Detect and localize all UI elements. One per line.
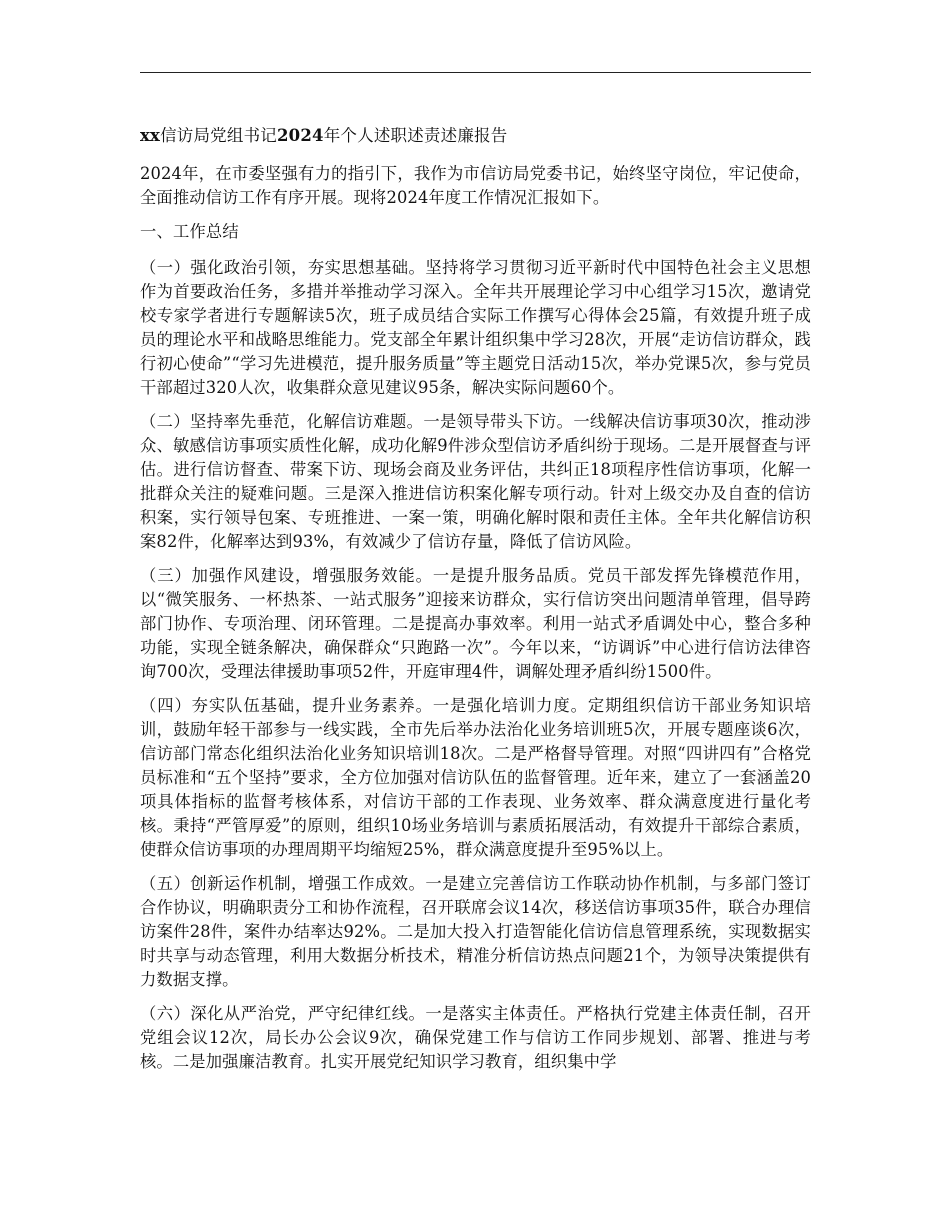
document-body bbox=[140, 124, 811, 1084]
intro-paragraph: 2024年，在市委坚强有力的指引下，我作为市信访局党委书记，始终坚守岗位，牢记使命，全面推动信访工作有序开展。现将2024年度工作情况汇报如下。 bbox=[140, 164, 811, 207]
paragraph-4: （四）夯实队伍基础，提升业务素养。一是强化培训力度。定期组织信访干部业务知识培训，鼓励年轻干部参与一线实践，全市先后举办法治化业务培训班5次，开展专题座谈6次，信访部门常态化组织法治化业务知识培训18次。二是严格督导管理。对照“四讲四有”合格党员标准和“五个坚持”要求，全方位加强对信访队伍的监督管理。近年来，建立了一套涵盖20项具体指标的监督考核体系，对信访干部的工作表现、业务效率、群众满意度进行量化考核。秉持“严管厚爱”的原则，组织10场业务培训与素质拓展活动，有效提升干部综合素质，使群众信访事项的办理周期平均缩短25%，群众满意度提升至95%以上。 bbox=[140, 696, 811, 859]
document-title bbox=[140, 124, 811, 148]
paragraph-2: （二）坚持率先垂范，化解信访难题。一是领导带头下访。一线解决信访事项30次，推动涉众、敏感信访事项实质性化解，成功化解9件涉众型信访矛盾纠纷于现场。二是开展督查与评估。进行信访督查、带案下访、现场会商及业务评估，共纠正18项程序性信访事项，化解一批群众关注的疑难问题。三是深入推进信访积案化解专项行动。针对上级交办及自查的信访积案，实行领导包案、专班推进、一案一策，明确化解时限和责任主体。全年共化解信访积案82件，化解率达到93%，有效减少了信访存量，降低了信访风险。 bbox=[140, 412, 811, 551]
title-year: 2024 bbox=[276, 126, 324, 145]
paragraph-5: （五）创新运作机制，增强工作成效。一是建立完善信访工作联动协作机制，与多部门签订合作协议，明确职责分工和协作流程，召开联席会议14次，移送信访事项35件，联合办理信访案件28件，案件办结率达92%。二是加大投入打造智能化信访信息管理系统，实现数据实时共享与动态管理，利用大数据分析技术，精准分析信访热点问题21个，为领导决策提供有力数据支撑。 bbox=[140, 874, 811, 989]
section-heading: 一、工作总结 bbox=[140, 222, 239, 241]
title-suffix: 年个人述职述责述廉报告 bbox=[323, 126, 508, 145]
header-rule bbox=[140, 72, 811, 73]
paragraph-6: （六）深化从严治党，严守纪律红线。一是落实主体责任。严格执行党建主体责任制，召开党组会议12次，局长办公会议9次，确保党建工作与信访工作同步规划、部署、推进与考核。二是加强廉洁教育。扎实开展党纪知识学习教育，组织集中学 bbox=[140, 1004, 811, 1071]
title-prefix: xx bbox=[140, 126, 161, 145]
paragraph-3: （三）加强作风建设，增强服务效能。一是提升服务品质。党员干部发挥先锋模范作用，以“微笑服务、一杯热茶、一站式服务”迎接来访群众，实行信访突出问题清单管理，倡导跨部门协作、专项治理、闭环管理。二是提高办事效率。利用一站式矛盾调处中心，整合多种功能，实现全链条解决，确保群众“只跑路一次”。今年以来，“访调诉”中心进行信访法律咨询700次，受理法律援助事项52件，开庭审理4件，调解处理矛盾纠纷1500件。 bbox=[140, 566, 811, 681]
paragraph-1: （一）强化政治引领，夯实思想基础。坚持将学习贯彻习近平新时代中国特色社会主义思想作为首要政治任务，多措并举推动学习深入。全年共开展理论学习中心组学习15次，邀请党校专家学者进行专题解读5次，班子成员结合实际工作撰写心得体会25篇，有效提升班子成员的理论水平和战略思维能力。党支部全年累计组织集中学习28次，开展“走访信访群众，践行初心使命”“学习先进模范，提升服务质量”等主题党日活动15次，举办党课5次，参与党员干部超过320人次，收集群众意见建议95条，解决实际问题60个。 bbox=[140, 258, 811, 397]
title-middle: 信访局党组书记 bbox=[160, 126, 277, 145]
